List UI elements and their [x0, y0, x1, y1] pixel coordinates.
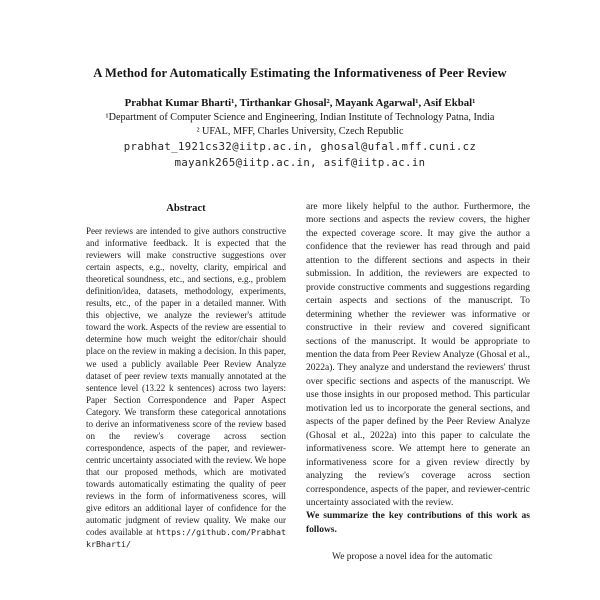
- emails-line-2: mayank265@iitp.ac.in, asif@iitp.ac.in: [174, 157, 426, 169]
- affiliation-1: ¹Department of Computer Science and Engineering, Indian Institute of Technology Patna, India: [105, 112, 495, 123]
- left-column: [86, 203, 286, 550]
- authors-line: Prabhat Kumar Bharti¹, Tirthankar Ghosal², Mayank Agarwal¹, Asif Ekbal¹: [124, 97, 476, 109]
- affiliation-2: ² UFAL, MFF, Charles University, Czech Republic: [196, 126, 404, 137]
- right-column: [306, 201, 530, 565]
- abstract-paragraph: [86, 225, 286, 550]
- abstract-body-text: Peer reviews are intended to give authors constructive and informative feedback. It is expected that the reviewers will make constructive suggestions over certain aspects, e.g., novelty, clarity, empirical and theoretical soundness, etc., and sections, e.g., problem definition/idea, datasets, methodology, experiments, results, etc., of the paper in a detailed manner. With this objective, we analyze the reviewer's attitude toward the work. Aspects of the review are essential to determine how much weight the editor/chair should place on the review in making a decision. In this paper, we used a publicly available Peer Review Analyze dataset of peer review texts manually annotated at the sentence level (13.22 k sentences) across two layers: Paper Section Correspondence and Paper Aspect Category. We transform these categorical annotations to derive an informativeness score of the review based on the review's coverage across section correspondence, aspects of the paper, and reviewer-centric uncertainty associated with the review. We hope that our proposed methods, which are motivated towards automatically estimating the quality of peer reviews in the form of informativeness scores, will give editors an additional layer of confidence for the automatic judgment of review quality. We make our codes available at: [86, 226, 286, 538]
- introduction-continued-paragraph: are more likely helpful to the author. Furthermore, the more sections and aspects the review covers, the higher the expected coverage score. It may give the author a confidence that the reviewer has read through and paid attention to the different sections and aspects in their submission. In addition, the reviewers are expected to provide constructive comments and suggestions regarding certain aspects and sections of the manuscript. To determining whether the reviewer was informative or constructive in their review and covered significant sections of the manuscript. It would be appropriate to mention the data from Peer Review Analyze (Ghosal et al., 2022a). They analyze and understand the reviewers' thrust over specific sections and aspects of the manuscript. We use those insights in our proposed method. This particular motivation led us to incorporate the general sections, and aspects of the paper defined by the Peer Review Analyze (Ghosal et al., 2022a) into this paper to calculate the informativeness score. We attempt here to generate an informativeness score for a given review directly by analyzing the review's coverage across section correspondence, aspects of the paper, and reviewer-centric uncertainty associated with the review.: [306, 202, 530, 508]
- abstract-heading: Abstract: [166, 203, 206, 214]
- code-repository-link[interactable]: https://github.com/PrabhatkrBharti/: [86, 527, 286, 550]
- paper-title: A Method for Automatically Estimating the Informativeness of Peer Review: [93, 66, 507, 80]
- contributions-lead: We summarize the key contributions of this work as follows.: [306, 511, 530, 535]
- contribution-item-partial: We propose a novel idea for the automatic: [332, 552, 493, 563]
- emails-line-1: prabhat_1921cs32@iitp.ac.in, ghosal@ufal.mff.cuni.cz: [123, 141, 477, 153]
